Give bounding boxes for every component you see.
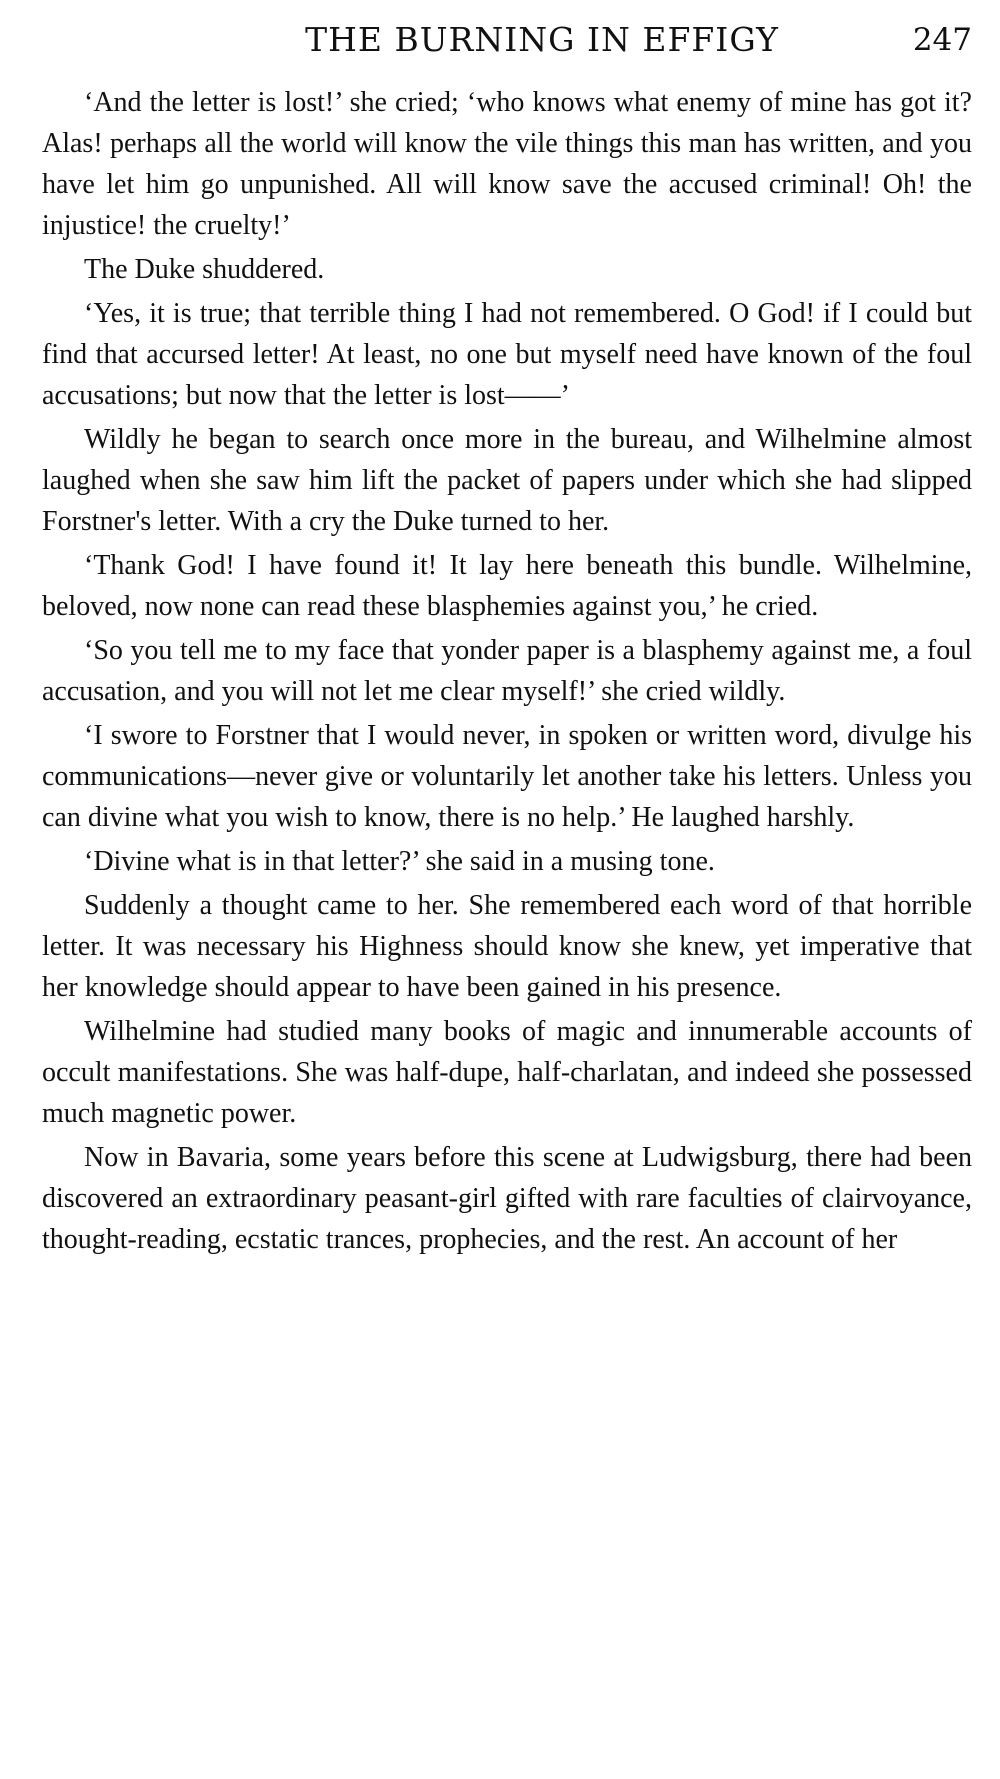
paragraph: ‘Yes, it is true; that terrible thing I had not remembered. O God! if I could but find that accursed letter! At least, no one but myself need have known of the foul accusations; but now that the letter is lost——’ — [42, 298, 972, 411]
paragraph: Wildly he began to search once more in the bureau, and Wilhelmine almost laughed when she saw him lift the packet of papers under which she had slipped Forstner's letter. With a cry the Duke turned to her. — [42, 424, 972, 537]
page-number: 247 — [912, 22, 972, 58]
body-text — [42, 82, 972, 1263]
paragraph: ‘I swore to Forstner that I would never, in spoken or written word, divulge his communications—never give or voluntarily let another take his letters. Unless you can divine what you wish to know, there is no help.’ He laughed harshly. — [42, 720, 972, 833]
paragraph: ‘Thank God! I have found it! It lay here beneath this bundle. Wilhelmine, beloved, now none can read these blasphemies against you,’ he cried. — [42, 550, 972, 622]
paragraph: The Duke shuddered. — [84, 254, 325, 285]
page-header — [42, 16, 972, 64]
paragraph: ‘Divine what is in that letter?’ she said in a musing tone. — [84, 846, 715, 877]
paragraph: Now in Bavaria, some years before this scene at Ludwigsburg, there had been discovered an extraordinary peasant-girl gifted with rare faculties of clairvoyance, thought-reading, ecstatic trances, prophecies, and the rest. An account of her — [42, 1142, 972, 1255]
paragraph: ‘So you tell me to my face that yonder paper is a blasphemy against me, a foul accusation, and you will not let me clear myself!’ she cried wildly. — [42, 635, 972, 707]
paragraph: Wilhelmine had studied many books of magic and innumerable accounts of occult manifestations. She was half-dupe, half-charlatan, and indeed she possessed much magnetic power. — [42, 1016, 972, 1129]
paragraph: ‘And the letter is lost!’ she cried; ‘who knows what enemy of mine has got it? Alas! perhaps all the world will know the vile things this man has written, and you have let him go unpunished. All will know save the accused criminal! Oh! the injustice! the cruelty!’ — [42, 87, 972, 241]
paragraph: Suddenly a thought came to her. She remembered each word of that horrible letter. It was necessary his Highness should know she knew, yet imperative that her knowledge should appear to have been gained in his presence. — [42, 890, 972, 1003]
running-title: THE BURNING IN EFFIGY — [305, 20, 779, 59]
